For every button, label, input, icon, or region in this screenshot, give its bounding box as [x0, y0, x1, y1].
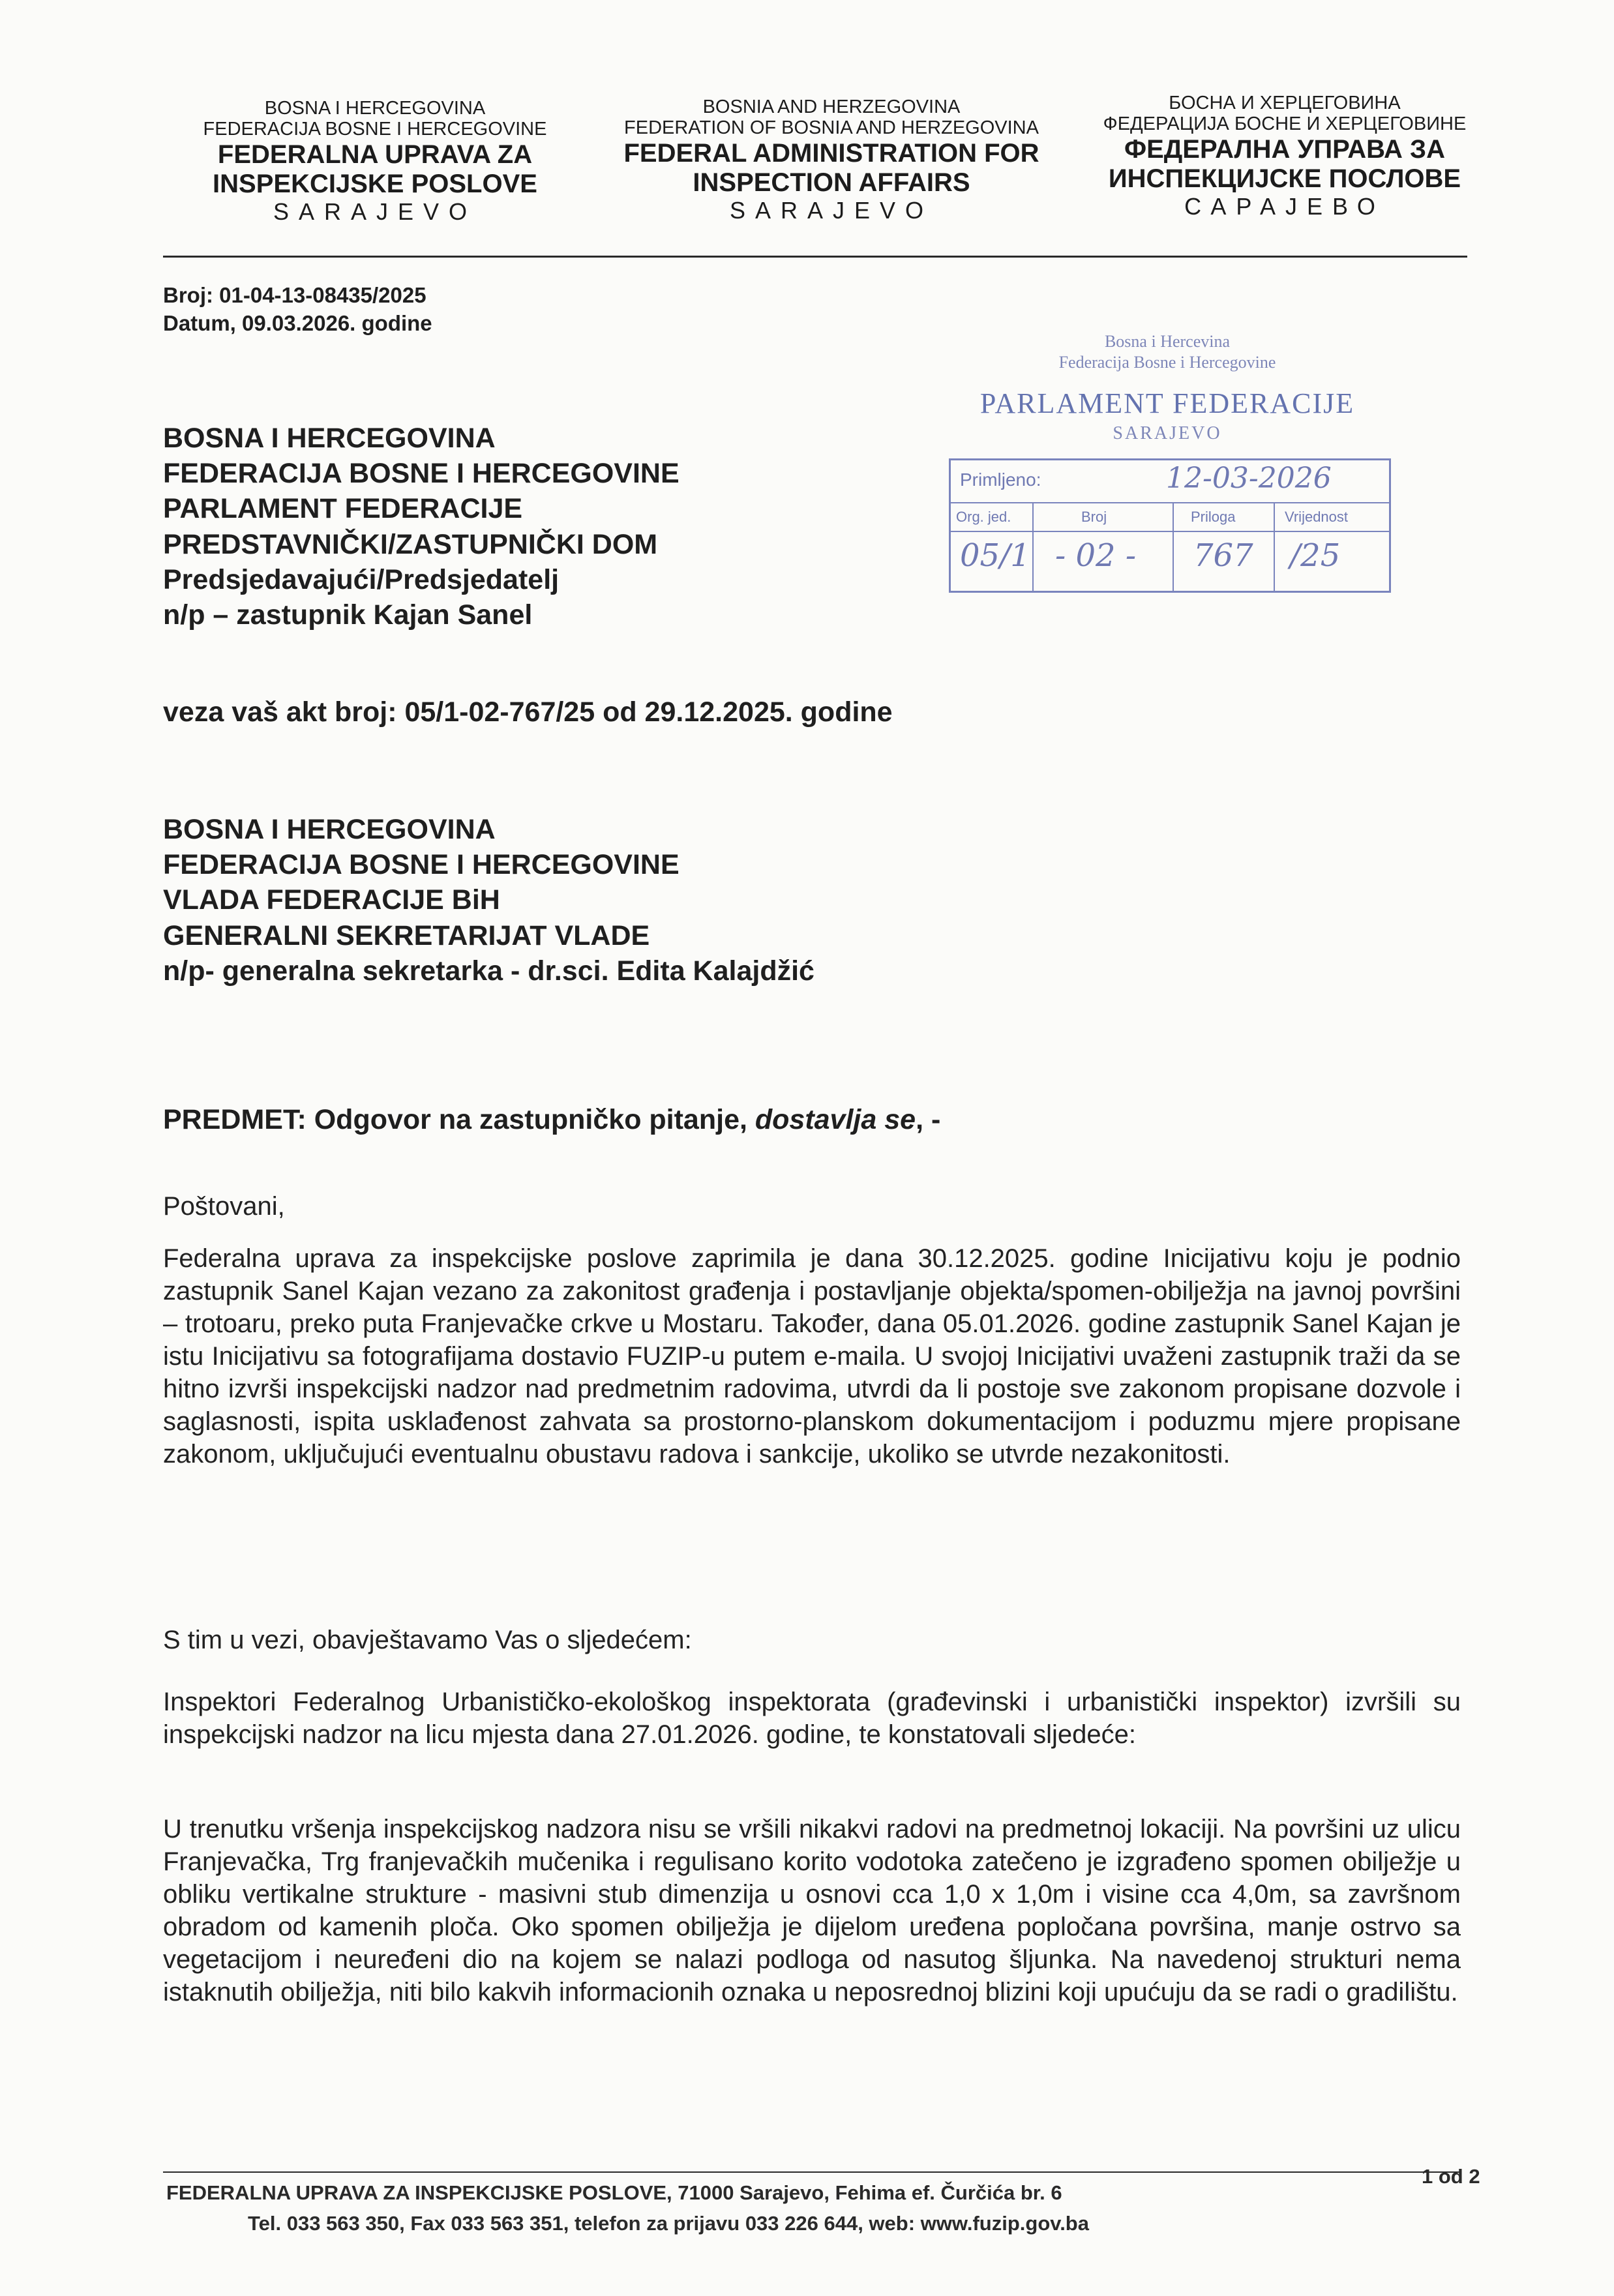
recipient1-line1: BOSNA I HERCEGOVINA: [163, 423, 496, 454]
stamp-vdiv-1: [1032, 502, 1034, 591]
header-center-line2: FEDERATION OF BOSNIA AND HERZEGOVINA: [624, 117, 1039, 139]
header-right-line2: ФЕДЕРАЦИЈА БОСНЕ И ХЕРЦЕГОВИНЕ: [1103, 113, 1467, 135]
header-right-line3: ФЕДЕРАЛНА УПРАВА ЗА: [1124, 134, 1445, 164]
recipient1-line5: Predsjedavajući/Predsjedatelj: [163, 563, 560, 595]
stamp-line2: Federacija Bosne i Hercegovine: [1058, 353, 1276, 372]
recipient1-line2: FEDERACIJA BOSNE I HERCEGOVINE: [163, 458, 680, 490]
header-left-line3: FEDERALNA UPRAVA ZA: [217, 140, 533, 169]
header-center: [603, 97, 1060, 224]
header-left-line2: FEDERACIJA BOSNE I HERCEGOVINE: [203, 119, 547, 140]
stamp-row-divider: [951, 502, 1389, 503]
recipient2-line5: n/p- generalna sekretarka - dr.sci. Edita Kalajdžić: [163, 955, 814, 987]
recipient2-line4: GENERALNI SEKRETARIJAT VLADE: [163, 919, 650, 951]
recipient2-line1: BOSNA I HERCEGOVINA: [163, 814, 496, 845]
stamp-received-date: 12-03-2026: [1166, 462, 1332, 495]
recipient1-line3: PARLAMENT FEDERACIJE: [163, 493, 523, 525]
stamp-val-priloga: 767: [1193, 537, 1253, 574]
stamp-title: PARLAMENT FEDERACIJE: [979, 387, 1355, 419]
recipient-government: [163, 812, 814, 989]
link-reference: veza vaš akt broj: 05/1-02-767/25 od 29.12.2025. godine: [163, 696, 893, 728]
body-paragraph-2: S tim u vezi, obavještavamo Vas o sljedećem:: [163, 1626, 692, 1654]
subject-line: [163, 1102, 940, 1137]
header-left: [166, 98, 584, 225]
footer-rule: [163, 2171, 1461, 2173]
recipient-parliament: [163, 421, 680, 633]
footer-line2: Tel. 033 563 350, Fax 033 563 351, telefon za prijavu 033 226 644, web: www.fuzip.gov.ba: [248, 2212, 1089, 2235]
footer-line1: FEDERALNA UPRAVA ZA INSPEKCIJSKE POSLOVE, 71000 Sarajevo, Fehima ef. Čurčića br. 6: [166, 2181, 1062, 2204]
subject-italic: dostavlja se: [755, 1104, 916, 1135]
stamp-val-vrijednost: /25: [1290, 537, 1341, 574]
stamp-val-broj: - 02 -: [1055, 537, 1137, 574]
stamp-vdiv-3: [1274, 502, 1275, 591]
body-paragraph-3: Inspektori Federalnog Urbanističko-ekološkog inspektorata (građevinski i urbanistički inspektor) izvršili su inspekcijski nadzor na licu mjesta dana 27.01.2026. godine, te konstatovali sljedeće:: [163, 1688, 1461, 1749]
header-left-city: SARAJEVO: [273, 198, 477, 225]
stamp-col-vrijednost: Vrijednost: [1285, 509, 1349, 525]
stamp-col-priloga: Priloga: [1191, 509, 1236, 525]
header-left-line1: BOSNA I HERCEGOVINA: [264, 98, 486, 119]
stamp-col-broj: Broj: [1081, 509, 1107, 525]
reference-block: [163, 282, 432, 338]
header-right-line1: БОСНА И ХЕРЦЕГОВИНА: [1169, 93, 1401, 113]
header-center-line3: FEDERAL ADMINISTRATION FOR: [623, 138, 1039, 168]
header-right-line4: ИНСПЕКЦИЈСКЕ ПОСЛОВЕ: [1108, 164, 1461, 193]
recipient1-line6: n/p – zastupnik Kajan Sanel: [163, 599, 533, 631]
header-rule: [163, 256, 1467, 258]
subject-suffix: , -: [916, 1104, 941, 1135]
reference-number: Broj: 01-04-13-08435/2025: [163, 283, 426, 307]
stamp-header-divider: [951, 531, 1389, 532]
header-center-line1: BOSNIA AND HERZEGOVINA: [702, 97, 961, 117]
received-stamp: [939, 329, 1396, 603]
header-center-line4: INSPECTION AFFAIRS: [693, 168, 970, 197]
header-right: [1076, 93, 1493, 220]
stamp-received-label: Primljeno:: [960, 470, 1041, 490]
reference-date: Datum, 09.03.2026. godine: [163, 310, 432, 335]
greeting: Poštovani,: [163, 1192, 285, 1221]
recipient2-line2: FEDERACIJA BOSNE I HERCEGOVINE: [163, 849, 680, 881]
stamp-vdiv-2: [1173, 502, 1174, 591]
recipient1-line4: PREDSTAVNIČKI/ZASTUPNIČKI DOM: [163, 528, 658, 560]
header-left-line4: INSPEKCIJSKE POSLOVE: [213, 169, 537, 198]
stamp-col-org: Org. jed.: [956, 509, 1011, 525]
stamp-grid: [949, 458, 1391, 593]
header-center-city: SARAJEVO: [729, 196, 934, 224]
body-paragraph-4: U trenutku vršenja inspekcijskog nadzora nisu se vršili nikakvi radovi na predmetnoj lokaciji. Na površini uz ulicu Franjevačka, Trg franjevačkih mučenika i regulisano korito vodotoka zatečeno je izgrađeno spomen obilježje u obliku vertikalne strukture - masivni stub dimenzija u osnovi cca 1,0 x 1,0m i visine cca 4,0m, sa završnom obradom od kamenih ploča. Oko spomen obilježja je dijelom uređena popločana površina, manje ostrvo sa vegetacijom i neuređeni dio na kojem se nalazi podloga od nasutog šljunka. Na navedenoj strukturi nema istaknutih obilježja, niti bilo kakvih informacionih oznaka u neposrednoj blizini koji upućuju da se radi o gradilištu.: [163, 1815, 1461, 2006]
recipient2-line3: VLADA FEDERACIJE BiH: [163, 884, 500, 916]
footer-page-number: 1 od 2: [1422, 2165, 1480, 2188]
header-right-city: САРАЈЕВО: [1184, 192, 1385, 220]
stamp-line1: Bosna i Hercevina: [1104, 332, 1231, 351]
body-paragraph-1: Federalna uprava za inspekcijske poslove zaprimila je dana 30.12.2025. godine Inicijativu koju je podnio zastupnik Sanel Kajan vezano za zakonitost građenja i postavljanje objekta/spomen-obilježja na javnoj površini – trotoaru, preko puta Franjevačke crkve u Mostaru. Također, dana 05.01.2026. godine zastupnik Sanel Kajan je istu Inicijativu sa fotografijama dostavio FUZIP-u putem e-maila. U svojoj Inicijativi uvaženi zastupnik traži da se hitno izvrši inspekcijski nadzor nad predmetnim radovima, utvrdi da li postoje sve zakonom propisane dozvole i saglasnosti, ispita usklađenost zahvata sa prostorno-planskom dokumentacijom i poduzmu mjere propisane zakonom, uključujući eventualnu obustavu radova i sankcije, ukoliko se utvrde nezakonitosti.: [163, 1244, 1461, 1469]
subject-label: PREDMET: Odgovor na zastupničko pitanje,: [163, 1104, 755, 1135]
stamp-city: SARAJEVO: [1113, 423, 1222, 443]
stamp-val-org: 05/1: [960, 537, 1030, 574]
